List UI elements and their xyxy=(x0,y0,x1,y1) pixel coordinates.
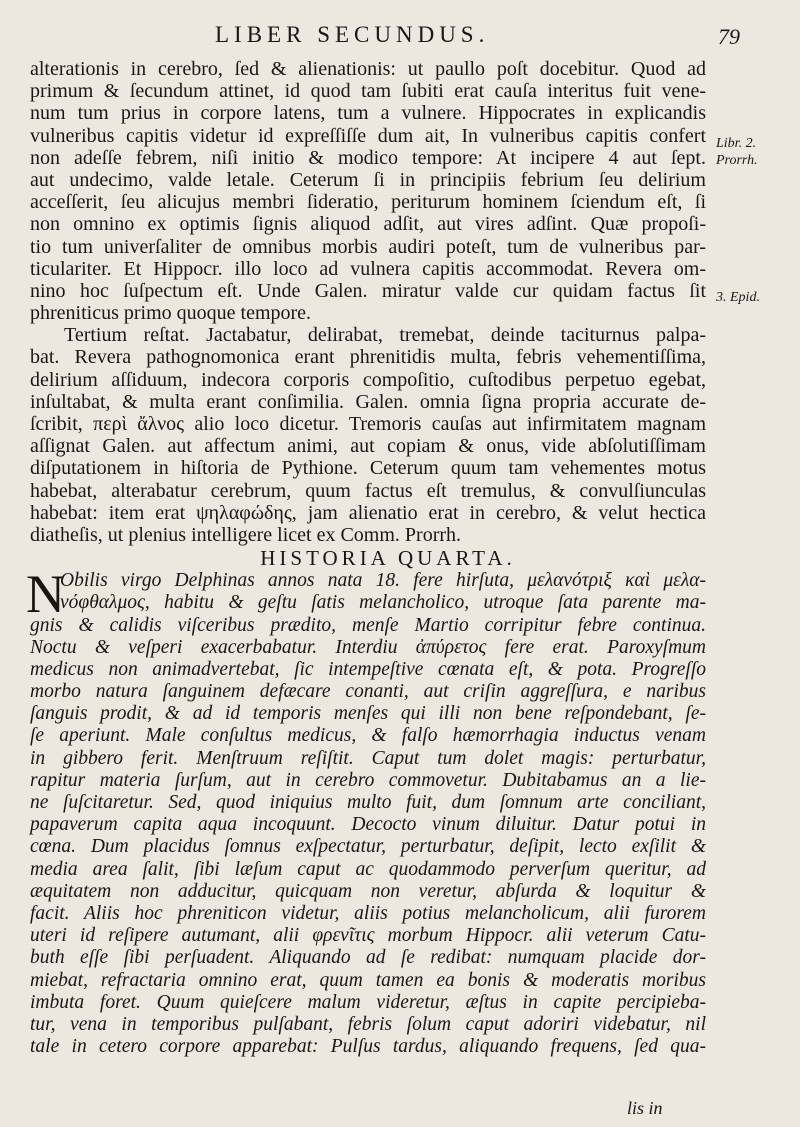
history-paragraph xyxy=(26,564,706,1058)
text-line: nino hoc ſuſpectum eſt. Unde Galen. miratur valde cur quidam factus ſit xyxy=(30,279,706,302)
running-title: LIBER SECUNDUS. xyxy=(215,22,490,47)
text-line: non omnino ex optimis ſignis aliquod adſit, aut vires adſint. Quæ propoſi- xyxy=(30,213,706,236)
text-line: papaverum capita aqua incoquunt. Decocto vinum diluitur. Datur potui in xyxy=(30,814,706,836)
text-line: acceſſerit, ſeu alicujus membri ſideratio, periturum hominem ſciendum eſt, ſi xyxy=(30,191,706,214)
text-line: miebat, refractaria omnino erat, quum tamen ea bonis & moderatis moribus xyxy=(30,969,706,991)
text-line: imbuta foret. Quum quieſcere malum videretur, æſtus in capite percipieba- xyxy=(30,991,706,1013)
text-line: buth eſſe ſibi perſuadent. Aliquando ad ſe redibat: numquam placide dor- xyxy=(30,947,706,969)
text-line: aut undecimo, valde letale. Ceterum ſi in principiis febrium ſeu delirium xyxy=(30,168,706,191)
text-line: ſcribit, περὶ ἄλνος alio loco dicetur. Tremoris cauſas aut infirmitatem magnam xyxy=(30,413,706,435)
text-line: rapitur materia ſurſum, aut in cerebro commovetur. Dubitabamus an a lie- xyxy=(30,769,706,791)
text-line: media area ſalit, ſibi læſum caput ac quodammodo perverſum queritur, ad xyxy=(30,858,706,880)
text-line: uteri id reſipere autumant, alii φρενῖτις morbum Hippocr. alii veterum Catu- xyxy=(30,925,706,947)
page-number: 79 xyxy=(718,24,740,49)
text-line: morbo natura ſanguinem defæcare conanti, aut criſin aggreſſura, e naribus xyxy=(30,681,706,703)
section-heading: HISTORIA QUARTA. xyxy=(260,546,516,571)
text-line: Noctu & veſperi exacerbabatur. Interdiu ἀπύρετος fere erat. Paroxyſmum xyxy=(30,636,706,658)
text-line: primum & ſecundum attinet, id quod tam ſubiti erat cauſa interitus fuit vene- xyxy=(30,80,706,103)
text-line: aſſignat Galen. aut affectum animi, aut copiam & onus, vide abſolutiſſimam xyxy=(30,435,706,458)
text-line: Tertium reſtat. Jactabatur, delirabat, tremebat, deinde taciturnus palpa- xyxy=(64,324,706,347)
text-line: æquitatem non adducitur, quicquam non veretur, abſurda & loquitur & xyxy=(30,880,706,902)
drop-cap: N xyxy=(26,564,65,625)
text-line: νόφθαλμος, habitu & geſtu ſatis melancholico, utroque ſata parente ma- xyxy=(60,592,706,614)
text-line: habebat: item erat ψηλαφώδης, jam alienatio erat in cerebro, & velut hectica xyxy=(30,501,706,524)
text-line: delirium aſſiduum, indecora corporis compoſitio, cuſtodibus perpetuo egebat, xyxy=(30,368,706,391)
text-line: ne ſuſcitaretur. Sed, quod iniquius multo fuit, dum ſomnum arte conciliant, xyxy=(30,792,706,813)
main-text xyxy=(26,58,706,1058)
text-line: tio tum univerſaliter de omnibus morbis audiri poteſt, tum de vulneribus par- xyxy=(30,235,706,258)
text-line: diatheſis, ut plenius intelligere licet ex Comm. Prorrh. xyxy=(30,523,462,546)
text-line: bat. Revera pathognomonica erant phrenitidis multa, febris vehementiſſima, xyxy=(30,346,706,369)
text-line: ſe aperiunt. Male conſultus medicus, & falſo hæmorrhagia inductus venam xyxy=(30,725,706,747)
running-head xyxy=(215,22,740,52)
text-line: num tum prius in corpore latens, tum a vulnere. Hippocrates in explicandis xyxy=(30,102,706,125)
text-line: tur, vena in temporibus pulſabant, febris ſolum caput adoriri videbatur, nil xyxy=(30,1013,706,1035)
text-line: phreniticus primo quoque tempore. xyxy=(30,302,312,325)
margin-note-prorrh: Prorrh. xyxy=(716,153,758,168)
text-line: cœna. Dum placidus ſomnus exſpectatur, perturbatur, deſipit, lecto exſilit & xyxy=(30,836,706,858)
text-line: gnis & calidis viſceribus prædito, menſe Martio corripitur febre continua. xyxy=(30,614,706,636)
catchword: lis in xyxy=(627,1098,663,1118)
margin-note-epid: 3. Epid. xyxy=(716,290,760,305)
text-line: habebat, alterabatur cerebrum, quum factus eſt tremulus, & convulſiunculas xyxy=(30,479,706,502)
text-line: alterationis in cerebro, ſed & alienationis: ut paullo poſt docebitur. Quod ad xyxy=(30,58,706,80)
text-line: inſultabat, & multa erant conſimilia. Galen. omnia ſigna propria accurate de- xyxy=(30,390,706,413)
text-line: Obilis virgo Delphinas annos nata 18. fere hirſuta, μελανότριξ καὶ μελα- xyxy=(60,570,706,592)
text-line: in gibbero ferit. Menſtruum reſiſtit. Caput tum dolet magis: perturbatur, xyxy=(30,747,706,769)
text-line: non adeſſe febrem, niſi initio & modico tempore: At incipere 4 aut ſept. xyxy=(30,146,706,169)
text-line: facit. Aliis hoc phreniticon videtur, aliis potius melancholicum, alii furorem xyxy=(30,902,706,924)
text-line: diſputationem in hiſtoria de Pythione. Ceterum quum tam vehementes motus xyxy=(30,457,706,480)
text-line: vulneribus capitis videtur id expreſſiſſe dum ait, In vulneribus capitis confert xyxy=(30,124,706,147)
margin-note-libr: Libr. 2. xyxy=(716,136,757,151)
text-line: ſanguis prodit, & ad id temporis menſes qui illi non bene reſpondebant, ſe- xyxy=(30,703,706,725)
text-line: ticulariter. Et Hippocr. illo loco ad vulnera capitis accommodat. Revera om- xyxy=(30,257,706,280)
text-line: medicus non animadvertebat, ſic intempeſtive cœnata eſt, & pota. Progreſſo xyxy=(30,658,706,680)
text-line: tale in cetero corpore apparebat: Pulſus tardus, aliquando frequens, ſed qua- xyxy=(30,1036,706,1058)
